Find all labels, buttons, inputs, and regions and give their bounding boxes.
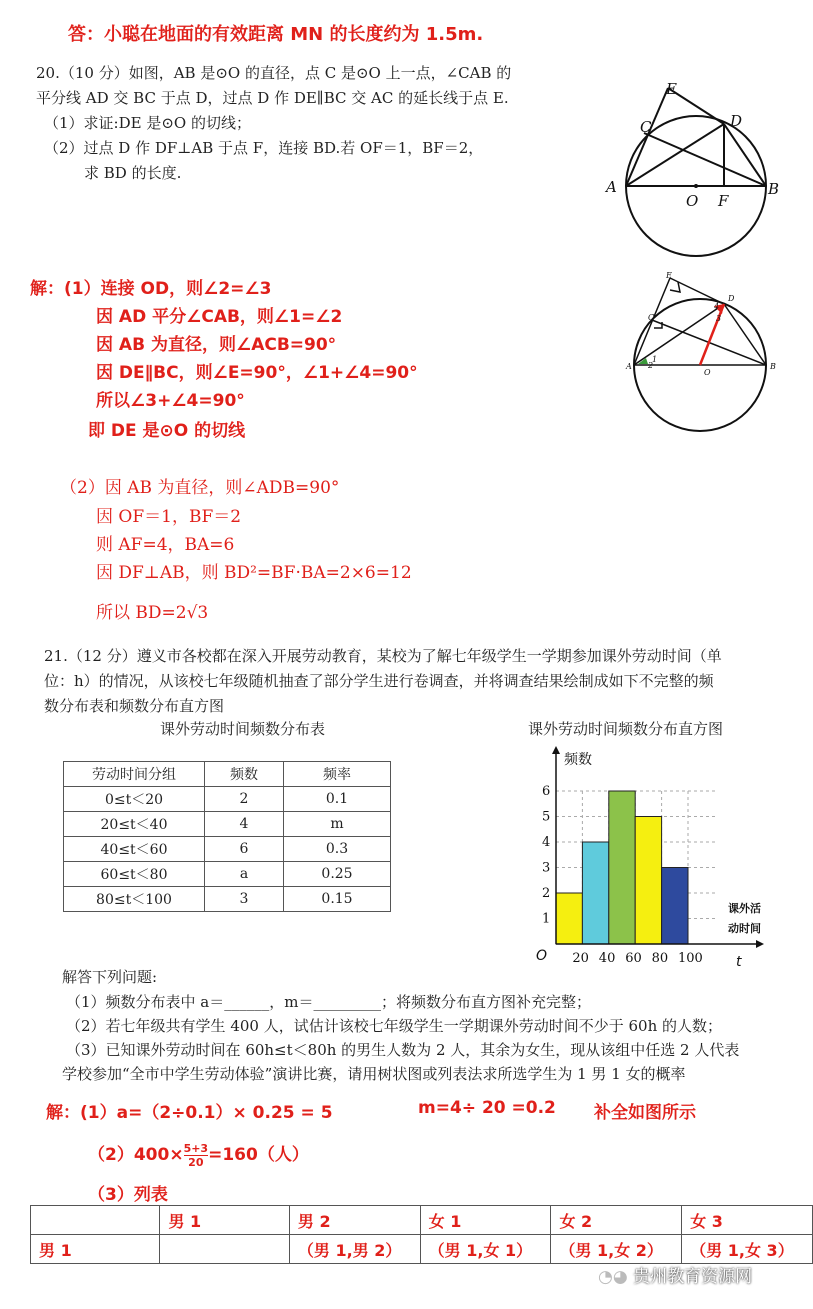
x-tick-label: 100: [678, 951, 703, 966]
watermark: ◔◕ 贵州教育资源网: [598, 1267, 753, 1287]
y-tick-label: 4: [542, 835, 551, 850]
th-rate: 频率: [284, 762, 391, 787]
label-f: F: [718, 192, 729, 210]
q21-intro: 解答下列问题:: [62, 968, 158, 986]
y-tick-label: 6: [542, 784, 551, 799]
q21-sub3b: 学校参加“全市中学生劳动体验”演讲比赛，请用树状图或列表法求所选学生为 1 男 1 女的概率: [62, 1065, 686, 1083]
sol-label-b: B: [770, 362, 776, 371]
table-row: 男 1 （男 1,男 2） （男 1,女 1） （男 1,女 2） （男 1,女 3）: [31, 1235, 813, 1264]
top-answer: 答：小聪在地面的有效距离 MN 的长度约为 1.5m.: [68, 24, 484, 45]
q20-line1: 20.（10 分）如图，AB 是⊙O 的直径，点 C 是⊙O 上一点，∠CAB 的: [36, 64, 512, 82]
label-o: O: [686, 192, 699, 210]
sol20-line5: 所以∠3+∠4=90°: [96, 391, 245, 411]
sol-label-4: 4: [714, 302, 720, 311]
q21-chart-title: 课外劳动时间频数分布直方图: [528, 720, 724, 738]
sol20-line7: （2）因 AB 为直径，则∠ADB=90°: [60, 478, 340, 498]
sol21-line1a: 解：(1）a=（2÷0.1）× 0.25 = 5: [46, 1103, 333, 1123]
q20-line2: 平分线 AD 交 BC 于点 D，过点 D 作 DE∥BC 交 AC 的延长线于点 E.: [36, 89, 509, 107]
y-tick-label: 5: [542, 809, 551, 825]
sol21-line1b: m=4÷ 20 =0.2: [418, 1098, 556, 1118]
frequency-table: [63, 761, 391, 912]
sol-label-1: 1: [652, 355, 658, 364]
frequency-histogram: [526, 744, 786, 972]
x-tick-label: 20: [572, 951, 589, 966]
q20-line3: （1）求证:DE 是⊙O 的切线；: [44, 114, 251, 132]
y-tick-label: 3: [542, 860, 551, 876]
x-axis-label: t: [736, 954, 742, 970]
sol21-line3: （3）列表: [88, 1185, 168, 1205]
sol20-line2: 因 AD 平分∠CAB，则∠1=∠2: [96, 307, 343, 327]
sol-label-2: 2: [648, 361, 654, 370]
label-a: A: [606, 178, 617, 196]
x-note-line2: 动时间: [728, 922, 761, 935]
table-row: 60≤t＜80 a 0.25: [64, 862, 391, 887]
y-axis-arrow: [552, 746, 560, 754]
probability-table: [30, 1205, 813, 1264]
q20-geometry-figure: [600, 78, 800, 263]
fraction: $\frac{5+3}{20}$: [183, 1141, 209, 1169]
sol20-line1: 解：(1）连接 OD，则∠2=∠3: [30, 279, 272, 299]
y-tick-label: 2: [542, 886, 551, 901]
histogram-bar: [662, 868, 688, 945]
q21-line1: 21.（12 分）遵义市各校都在深入开展劳动教育，某校为了解七年级学生一学期参加课外劳动时间（单: [44, 647, 722, 665]
label-d: D: [730, 112, 743, 130]
q21-table-title: 课外劳动时间频数分布表: [160, 720, 326, 738]
origin-label: O: [536, 948, 548, 964]
label-e: E: [666, 80, 677, 98]
y-axis-label: 频数: [564, 752, 592, 768]
sol-label-o: O: [704, 368, 711, 377]
table-row: 20≤t＜40 4 m: [64, 812, 391, 837]
table-row: 40≤t＜60 6 0.3: [64, 837, 391, 862]
sol21-line1c: 补全如图所示: [594, 1103, 696, 1123]
sol20-geometry-figure: [624, 268, 794, 438]
label-c: C: [640, 118, 652, 136]
th-group: 劳动时间分组: [64, 762, 205, 787]
x-tick-label: 80: [651, 951, 669, 966]
q21-line2: 位：h）的情况，从该校七年级随机抽查了部分学生进行卷调查，并将调查结果绘制成如下不完整的频: [44, 672, 714, 690]
q20-line4: （2）过点 D 作 DF⊥AB 于点 F，连接 BD.若 OF＝1，BF＝2，: [44, 139, 484, 157]
histogram-bar: [582, 842, 608, 944]
q21-sub2: （2）若七年级共有学生 400 人，试估计该校七年级学生一学期课外劳动时间不少于 60h 的人数；: [66, 1017, 722, 1035]
sol21-line2: （2）400× $\frac{5+3}{20}$ =160（人）: [88, 1141, 309, 1169]
sol-label-d: D: [728, 294, 735, 303]
histogram-bar: [609, 791, 635, 944]
sol20-line3: 因 AB 为直径，则∠ACB=90°: [96, 335, 337, 355]
x-tick-label: 40: [598, 951, 616, 966]
wechat-icon: ◔◕: [598, 1267, 634, 1287]
sol20-line11: 所以 BD=2√3: [96, 603, 209, 623]
q21-sub1: （1）频数分布表中 a＝______，m＝_________；将频数分布直方图补充完整；: [66, 993, 591, 1011]
histogram-bar: [556, 893, 582, 944]
table-header-row: 男 1 男 2 女 1 女 2 女 3: [31, 1206, 813, 1235]
x-note-line1: 课外活: [728, 902, 761, 915]
th-count: 频数: [205, 762, 284, 787]
sol20-line6: 即 DE 是⊙O 的切线: [88, 421, 246, 441]
sol-label-3: 3: [716, 314, 722, 323]
table-row: 80≤t＜100 3 0.15: [64, 887, 391, 912]
sol20-line9: 则 AF=4，BA=6: [96, 535, 235, 555]
table-row: 0≤t＜20 2 0.1: [64, 787, 391, 812]
segment-ae: [626, 88, 668, 186]
q21-line3: 数分布表和频数分布直方图: [44, 697, 225, 715]
q21-sub3a: （3）已知课外劳动时间在 60h≤t＜80h 的男生人数为 2 人，其余为女生，现从该组中任选 2 人代表: [66, 1041, 740, 1059]
sol20-line10: 因 DF⊥AB，则 BD²=BF·BA=2×6=12: [96, 563, 412, 583]
sol20-line4: 因 DE∥BC，则∠E=90°，∠1+∠4=90°: [96, 363, 418, 383]
x-tick-label: 60: [625, 951, 642, 966]
y-tick-label: 1: [542, 911, 551, 927]
table-header-row: [64, 762, 391, 787]
x-axis-arrow: [756, 940, 764, 948]
sol-label-e: E: [666, 271, 672, 280]
sol-label-c: C: [648, 313, 655, 322]
q20-line5: 求 BD 的长度.: [84, 164, 182, 182]
label-b: B: [768, 180, 780, 198]
histogram-bar: [635, 817, 661, 945]
sol-label-a: A: [626, 362, 632, 371]
sol20-line8: 因 OF＝1，BF＝2: [96, 507, 242, 527]
